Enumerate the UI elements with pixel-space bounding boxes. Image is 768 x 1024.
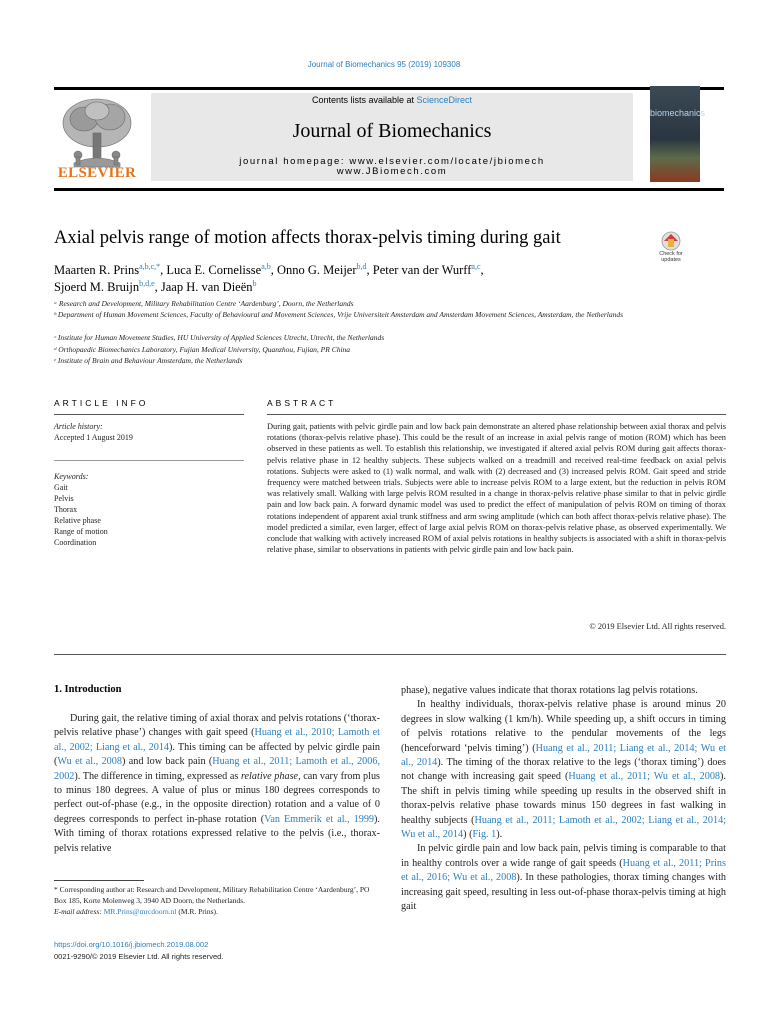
author-separator: , — [270, 263, 277, 278]
journal-title: Journal of Biomechanics — [292, 120, 492, 142]
paragraph-text: ). In these pathologies, thorax timing changes with increasing gait speed, resulting in less out-of-phase thorax-pelvis timing at high gait — [401, 872, 726, 913]
citation-link[interactable]: Van Emmerik et al., 1999 — [264, 813, 375, 825]
journal-citation[interactable]: Journal of Biomechanics 95 (2019) 109308 — [307, 60, 461, 69]
paper-title: Axial pelvis range of motion affects thorax-pelvis timing during gait — [54, 228, 561, 248]
author-affiliation-marks[interactable]: a,b,c,* — [139, 262, 161, 271]
paragraph-text: ). The shift in pelvis timing while speeding up results in the observed shift in thorax-pelvis relative phase towards minus 150 degrees in fast walking in healthy subjects ( — [401, 771, 726, 826]
paragraph-text: ). — [496, 829, 503, 841]
keyword-item: Coordination — [54, 538, 97, 547]
paragraph-text: ). The timing of the thorax relative to the legs (‘thorax timing’) does not change with increasing gait speed ( — [401, 757, 726, 783]
corresponding-footnote — [54, 884, 380, 917]
cover-title-text: biomechanics — [650, 108, 706, 118]
citation-link[interactable]: Huang et al., 2011; Prins et al., 2016; Wu et al., 2008 — [401, 857, 726, 884]
author-affiliation-marks[interactable]: a,c — [471, 262, 481, 271]
body-column-right — [401, 684, 726, 915]
citation-link[interactable]: Fig. 1 — [472, 829, 497, 841]
header-rule — [54, 188, 724, 191]
sciencedirect-link[interactable]: ScienceDirect — [416, 95, 473, 105]
article-info-label: ARTICLE INFO — [54, 398, 149, 408]
body-paragraph — [401, 842, 726, 914]
affiliation-b: ᵇ Department of Human Movement Sciences, Faculty of Behavioural and Movement Sciences, Vrije Universiteit Amsterdam and Amsterdam Movement Sciences, Amsterdam, the Netherlands — [54, 310, 624, 319]
author-name: Onno G. Meijer — [277, 263, 357, 278]
author-separator: , — [366, 263, 373, 278]
section-heading: 1. Introduction — [54, 684, 122, 695]
author-affiliation-marks[interactable]: b,d,e — [139, 279, 155, 288]
email-label: E-mail address: — [54, 907, 104, 916]
keyword-item: Range of motion — [54, 527, 108, 536]
author-name: Sjoerd M. Bruijn — [54, 280, 140, 295]
contents-line — [151, 95, 633, 105]
email-suffix: (M.R. Prins). — [176, 907, 218, 916]
affiliation-e: ᵉ Institute of Brain and Behaviour Amsterdam, the Netherlands — [54, 356, 243, 365]
journal-cover-image — [650, 86, 706, 182]
authors-line-2 — [54, 279, 674, 295]
keywords-label: Keywords: — [54, 472, 89, 481]
citation-link[interactable]: Huang et al., 2011; Lamoth et al., 2002; Liang et al., 2014; Wu et al., 2014 — [401, 814, 726, 841]
author-separator: , — [480, 263, 484, 278]
author-name: Luca E. Cornelisse — [166, 263, 262, 278]
author-affiliation-marks[interactable]: b — [252, 279, 257, 288]
doi-link[interactable]: https://doi.org/10.1016/j.jbiomech.2019.08.002 — [54, 940, 209, 949]
citation-link[interactable]: Huang et al., 2011; Liang et al., 2014; Wu et al., 2014 — [401, 742, 726, 769]
email-line — [54, 906, 380, 917]
history-label: Article history: — [54, 422, 103, 431]
accepted-date: Accepted 1 August 2019 — [54, 433, 133, 442]
keywords-rule — [54, 460, 244, 461]
paragraph-text: In pelvic girdle pain and low back pain, pelvis timing is comparable to that in healthy controls over a wide range of gait speeds ( — [401, 843, 726, 869]
paragraph-text: During gait, the relative timing of axial thorax and pelvis rotations (‘thorax-pelvis relative phase’) changes with gait speed ( — [54, 713, 380, 739]
email-link[interactable]: MR.Prins@mrcdoorn.nl — [103, 907, 177, 916]
paragraph-text: In healthy individuals, thorax-pelvis relative phase is around minus 20 degrees in slow walking (1 km/h). While speeding up, a shift occurs in timing of pelvis rotations relative to the pendular movements of the legs (henceforward ‘pelvis timing’) ( — [401, 699, 726, 754]
keywords-list — [54, 482, 244, 548]
journal-homepage-alt[interactable]: www.JBiomech.com — [336, 166, 448, 177]
issn-line: 0021-9290/© 2019 Elsevier Ltd. All rights reserved. — [54, 952, 224, 961]
author-name: Jaap H. van Dieën — [160, 280, 253, 295]
paragraph-text: relative phase — [240, 770, 299, 782]
paragraph-text: ) ( — [463, 829, 473, 841]
footnote-rule — [54, 880, 144, 881]
header-rule — [54, 87, 724, 90]
affiliation-a: ᵃ Research and Development, Military Rehabilitation Centre ‘Aardenburg’, Doorn, the Netherlands — [54, 299, 354, 308]
paragraph-text: ). With timing of thorax rotations expressed relative to the pelvis (i.e., thorax-pelvis relative — [54, 813, 380, 854]
abstract-rule — [267, 414, 726, 415]
author-affiliation-marks[interactable]: b,d — [356, 262, 367, 271]
paragraph-text: , can vary from plus to minus 180 degrees. A value of plus or minus 180 degrees corresponds to perfect out-of-phase (e.g., in the opposite direction) rotation and a value of 0 degrees corresponds to perfect in-phase rotation ( — [54, 770, 381, 825]
abstract-label: ABSTRACT — [267, 398, 337, 408]
corresponding-author: * Corresponding author at: Research and Development, Military Rehabilitation Centre ‘Aardenburg’, PO Box 185, Korte Molenweg 3, 3940 AD Doorn, the Netherlands. — [54, 885, 370, 905]
paragraph-text: ). This timing can be affected by pelvic girdle pain ( — [54, 741, 380, 768]
author-affiliation-marks[interactable]: a,b — [261, 262, 271, 271]
copyright-notice: © 2019 Elsevier Ltd. All rights reserved. — [589, 622, 726, 631]
affiliation-d: ᵈ Orthopaedic Biomechanics Laboratory, Fujian Medical University, Quanzhou, Fujian, PR China — [54, 345, 351, 354]
journal-homepage[interactable]: journal homepage: www.elsevier.com/locate/jbiomech — [239, 156, 545, 167]
crossmark-label: Check for updates — [659, 251, 683, 263]
keyword-item: Relative phase — [54, 516, 101, 525]
citation-link[interactable]: Huang et al., 2010; Lamoth et al., 2002; Liang et al., 2014 — [54, 727, 380, 753]
keyword-item: Gait — [54, 483, 68, 492]
author-separator: , — [160, 263, 167, 278]
keyword-item: Pelvis — [54, 494, 74, 503]
citation-link[interactable]: Huang et al., 2011; Wu et al., 2008 — [568, 771, 721, 783]
author-name: Maarten R. Prins — [54, 263, 140, 278]
author-name: Peter van der Wurff — [372, 263, 472, 278]
citation-link[interactable]: Wu et al., 2008 — [57, 756, 122, 768]
paragraph-text: ) and low back pain ( — [121, 756, 213, 768]
body-column-left — [54, 712, 380, 856]
body-paragraph — [54, 712, 380, 856]
contents-prefix: Contents lists available at — [311, 95, 417, 105]
citation-link[interactable]: Huang et al., 2011; Lamoth et al., 2006, 2002 — [54, 756, 380, 782]
info-rule — [54, 414, 244, 415]
authors-line-1 — [54, 262, 674, 278]
body-paragraph — [401, 684, 726, 698]
author-separator: , — [154, 280, 161, 295]
body-paragraph — [401, 698, 726, 842]
abstract-end-rule — [54, 654, 726, 655]
elsevier-wordmark: ELSEVIER — [57, 165, 137, 181]
abstract-text: During gait, patients with pelvic girdle pain and low back pain demonstrate an altered phase relationship between axial thorax and pelvis rotations (thorax-pelvis relative phase). This could be the result of an increase in axial pelvis range of motion (ROM) which has been observed in these patients as well. To establish this relationship, we investigated if altered axial pelvis ROM during gait affects thorax-pelvis relative phase in 12 healthy subjects. These subjects walked on a treadmill and received real-time feedback on axial pelvis rotations. Subjects were asked to (1) walk normal, and walk with (2) decreased and (3) increased pelvis ROM. Gait speed and stride frequency were matched between trials. Subjects were able to increase pelvis ROM to a large extent, but the reduction in pelvis ROM was relatively small. Walking with large pelvis ROM resulted in a change in thorax-pelvis relative phase similar to that in pelvic girdle pain and low back pain. A forward dynamic model was used to predict the effect of manipulation of pelvis ROM on timing of thorax rotations independent of apparent axial trunk stiffness and arm swing amplitude (which can both affect thorax-pelvis relative phase). The model predicted a similar, even larger, effect of large axial pelvis ROM on thorax-pelvis relative phase, as observed experimentally. We conclude that walking with actively increased ROM of axial pelvis rotations in healthy subjects is associated with a shift in thorax-pelvis relative phase, similar to observations in patients with pelvic girdle pain and low back pain. — [267, 422, 726, 555]
paragraph-text: ). The difference in timing, expressed as — [74, 770, 241, 782]
paragraph-text: phase), negative values indicate that thorax rotations lag pelvis rotations. — [401, 685, 698, 696]
affiliation-c: ᶜ Institute for Human Movement Studies, HU University of Applied Sciences Utrecht, Utrecht, the Netherlands — [54, 333, 385, 342]
keyword-item: Thorax — [54, 505, 78, 514]
